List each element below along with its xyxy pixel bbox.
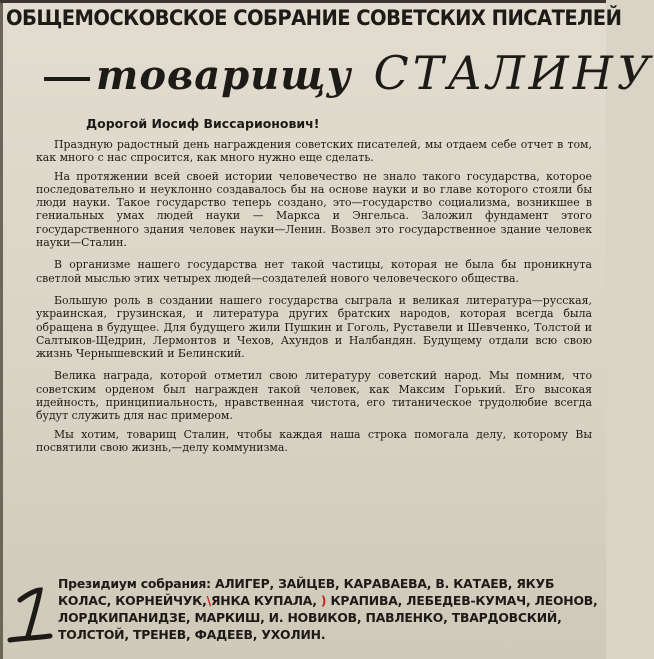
- red-pencil-mark-2: ): [320, 593, 327, 608]
- presidium-names-1: АЛИГЕР, ЗАЙЦЕВ, КАРАВАЕВА, В. КАТАЕВ, ЯКУБ КОЛАС, КОРНЕЙЧУК,: [58, 576, 555, 608]
- top-rule: [0, 0, 606, 3]
- subheadline-dash: [44, 77, 90, 81]
- paragraph-2: На протяжении всей своей истории человечество не знало такого государства, которое последовательно и неуклонно создавалось бы на основе науки и во главе которого стояли бы люди науки. Такое государство теперь создано, это—государство социализма, возникшее в гениальных умах людей науки — Маркса и Энгельса. Заложил фундамент этого государственного здания человек науки—Ленин. Возвел это государственное здание человек науки—Сталин.: [36, 169, 592, 250]
- letter-body: [36, 138, 592, 459]
- red-pencil-mark-1: \: [206, 593, 211, 608]
- handwritten-number-1: [6, 586, 56, 646]
- column-rule: [0, 0, 3, 659]
- paragraph-3: В организме нашего государства нет такой частицы, которая не была бы проникнута светлой мыслью этих четырех людей—создателей нового человеческого общества.: [36, 258, 592, 285]
- salutation: Дорогой Иосиф Виссарионович!: [86, 116, 320, 131]
- subheadline: [44, 46, 654, 106]
- subheadline-word-2: СТАЛИНУ: [373, 46, 654, 100]
- paragraph-1: Праздную радостный день награждения советских писателей, мы отдаем себе отчет в том, как много с нас спросится, как много нужно еще сделать.: [36, 138, 592, 165]
- paragraph-6: Мы хотим, товарищ Сталин, чтобы каждая наша строка помогала делу, которому Вы посвятили свою жизнь,—делу коммунизма.: [36, 427, 592, 454]
- headline: ОБЩЕМОСКОВСКОЕ СОБРАНИЕ СОВЕТСКИХ ПИСАТЕЛЕЙ: [6, 6, 622, 30]
- presidium-names-3: КРАПИВА, ЛЕБЕДЕВ-КУМАЧ, ЛЕОНОВ, ЛОРДКИПАНИДЗЕ, МАРКИШ, И. НОВИКОВ, ПАВЛЕНКО, ТВАРДОВСКИЙ, ТОЛСТОЙ, ТРЕНЕВ, ФАДЕЕВ, УХОЛИН.: [58, 593, 598, 642]
- paragraph-4: Большую роль в создании нашего государства сыграла и великая литература—русская, украинская, грузинская, и литература других братских народов, которая всегда была обращена в будущее. Для будущего жили Пушкин и Гоголь, Руставели и Шевченко, Толстой и Салтыков-Щедрин, Лермонтов и Чехов, Ахундов и Налбандян. Будущему отдали всю свою жизнь Чернышевский и Белинский.: [36, 293, 592, 361]
- paragraph-5: Велика награда, которой отметил свою литературу советский народ. Мы помним, что советским орденом был награжден такой человек, как Максим Горький. Его высокая идейность, принципиальность, нравственная чистота, его титаническое трудолюбие всегда будут служить для нас примером.: [36, 369, 592, 423]
- subheadline-word-1: товарищу: [96, 52, 352, 99]
- presidium-signatures: [58, 575, 598, 643]
- presidium-label: Президиум собрания:: [58, 576, 211, 591]
- presidium-names-2: ЯНКА КУПАЛА,: [210, 593, 317, 608]
